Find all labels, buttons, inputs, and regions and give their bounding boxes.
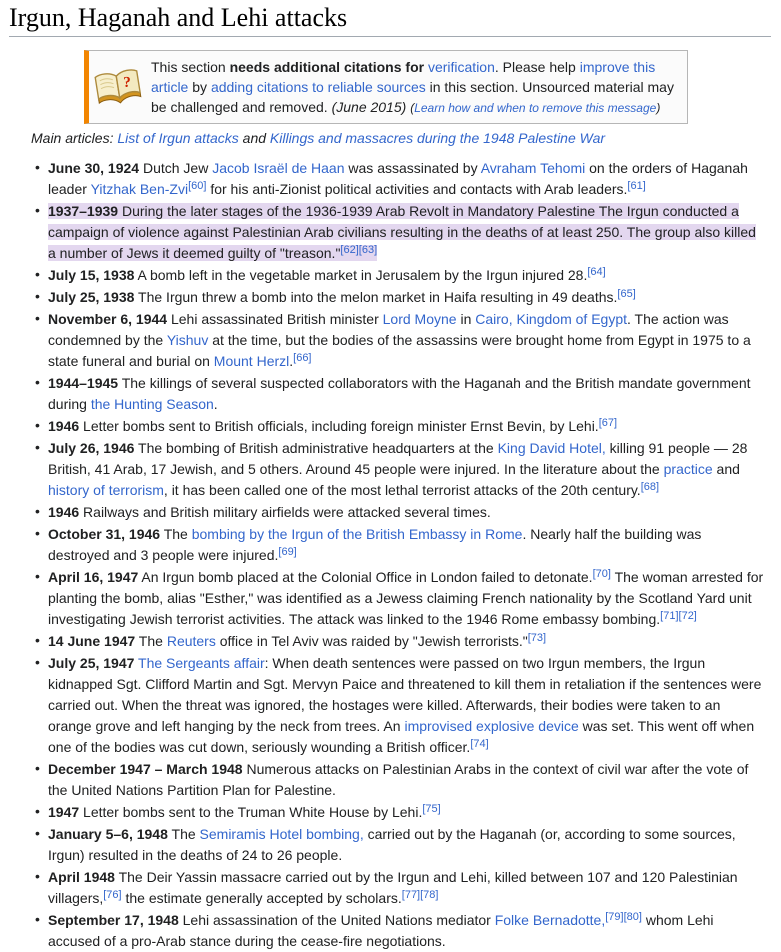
reference-link[interactable] bbox=[420, 889, 438, 901]
text-run: was set. This went off when one of the bodies was cut down, seriously wounding a British officer. bbox=[48, 718, 755, 756]
reference-link[interactable] bbox=[641, 481, 659, 493]
reference-anchor[interactable]: [68] bbox=[640, 481, 660, 494]
event-list-item bbox=[34, 802, 766, 823]
wiki-link[interactable]: improvised explosive device bbox=[404, 718, 579, 735]
reference-anchor[interactable]: [74] bbox=[470, 738, 489, 751]
event-list-item bbox=[34, 759, 766, 801]
wiki-link[interactable]: List of Irgun attacks bbox=[117, 130, 239, 147]
text-run: The killings of several suspected collaborators with the Haganah and the British mandate government during bbox=[48, 375, 751, 413]
wiki-link[interactable]: Mount Herzl bbox=[213, 353, 290, 370]
hatnote-main-articles bbox=[9, 128, 771, 149]
wiki-link[interactable]: The Sergeants affair bbox=[138, 655, 265, 672]
event-list-item bbox=[34, 910, 766, 952]
wiki-link[interactable]: Learn how and when to remove this message bbox=[414, 100, 657, 115]
text-run: Letter bombs sent to the Truman White House by Lehi. bbox=[79, 804, 423, 821]
wiki-link[interactable]: Semiramis Hotel bombing, bbox=[199, 826, 364, 843]
reference-link[interactable] bbox=[679, 610, 697, 622]
event-list-item bbox=[34, 373, 766, 415]
text-run: needs additional citations for bbox=[229, 58, 425, 75]
text-run: ( bbox=[410, 100, 415, 115]
text-run: Railways and British military airfields were attacked several times. bbox=[79, 504, 491, 521]
wiki-link[interactable]: improve this article bbox=[151, 58, 656, 95]
wiki-link[interactable]: Cairo, Kingdom of Egypt bbox=[475, 311, 627, 328]
text-run: by bbox=[188, 78, 211, 95]
text-run: Lehi assassinated British minister bbox=[167, 311, 383, 328]
wiki-link[interactable]: Killings and massacres during the 1948 Palestine War bbox=[269, 130, 606, 147]
text-run: for his anti-Zionist political activities and contacts with Arab leaders. bbox=[206, 181, 628, 198]
text-run: 1946 bbox=[48, 504, 80, 521]
wiki-link[interactable]: Yishuv bbox=[166, 332, 209, 349]
event-list-item bbox=[34, 201, 766, 264]
question-book-icon bbox=[93, 67, 143, 107]
text-run: 1947 bbox=[48, 804, 80, 821]
reference-anchor[interactable]: [67] bbox=[598, 417, 618, 430]
event-list-item bbox=[34, 653, 766, 758]
text-run: 1937–1939 bbox=[48, 203, 119, 220]
wiki-link[interactable]: the Hunting Season bbox=[90, 396, 214, 413]
text-run: : When death sentences were passed on two Irgun members, the Irgun kidnapped Sgt. Clifford Martin and Sgt. Mervyn Paice and threatened to kill them in retaliation if the sentences were carried out. When the threat was ignored, the hostages were killed. Afterwards, their bodies were taken to an orange grove and left hanging by the neck from trees. An bbox=[48, 655, 762, 735]
highlighted-passage bbox=[48, 203, 756, 261]
text-run: Lehi assassination of the United Nations mediator bbox=[178, 912, 495, 929]
wiki-link[interactable]: Folke Bernadotte, bbox=[494, 912, 606, 929]
event-list-item bbox=[34, 567, 766, 630]
text-run: December 1947 – March 1948 bbox=[48, 761, 243, 778]
reference-anchor[interactable]: [79] bbox=[605, 911, 624, 924]
reference-link[interactable] bbox=[340, 244, 358, 256]
text-run: . Please help bbox=[494, 58, 580, 75]
event-list-item bbox=[34, 438, 766, 501]
text-run: The woman arrested for planting the bomb, alias "Esther," was identified as a Jewess claiming French nationality by the Scotland Yard unit investigating Jewish terrorist activities. The attack was linked to the 1946 Rome embassy bombing. bbox=[48, 569, 764, 628]
text-run: in this section. Unsourced material may be challenged and removed. bbox=[151, 78, 674, 115]
text-run: on the orders of Haganah leader bbox=[48, 160, 748, 198]
text-run: . The action was condemned by the bbox=[48, 311, 729, 349]
reference-link[interactable] bbox=[660, 610, 678, 622]
text-run: November 6, 1944 bbox=[48, 311, 168, 328]
text-run: September 17, 1948 bbox=[48, 912, 179, 929]
reference-link[interactable] bbox=[528, 632, 546, 644]
reference-link[interactable] bbox=[624, 911, 642, 923]
reference-link[interactable] bbox=[587, 266, 605, 278]
text-run: July 26, 1946 bbox=[48, 440, 135, 457]
text-run: 1944–1945 bbox=[48, 375, 119, 392]
text-run: The bbox=[167, 826, 200, 843]
event-list-item bbox=[34, 631, 766, 652]
text-run: July 25, 1947 bbox=[48, 655, 135, 672]
event-list-item bbox=[34, 502, 766, 523]
reference-anchor[interactable]: [60] bbox=[188, 180, 207, 193]
event-list-item bbox=[34, 309, 766, 372]
reference-link[interactable] bbox=[593, 568, 611, 580]
text-run: October 31, 1946 bbox=[48, 526, 161, 543]
event-list-item bbox=[34, 524, 766, 566]
event-list-item bbox=[34, 265, 766, 286]
text-run: April 16, 1947 bbox=[48, 569, 139, 586]
reference-anchor[interactable]: [80] bbox=[623, 911, 642, 924]
reference-anchor[interactable]: [65] bbox=[617, 288, 636, 301]
reference-anchor[interactable]: [66] bbox=[293, 352, 312, 365]
text-run: killing 91 people — 28 British, 41 Arab, 17 Jewish, and 5 others. Around 45 people were injured. In the literature about the bbox=[48, 440, 748, 478]
text-run: July 25, 1938 bbox=[48, 289, 135, 306]
text-run: was assassinated by bbox=[344, 160, 481, 177]
text-run: and bbox=[712, 461, 740, 478]
text-run: The bbox=[135, 633, 167, 650]
text-run: . bbox=[289, 353, 294, 370]
text-run: This section bbox=[151, 58, 230, 75]
reference-link[interactable] bbox=[605, 911, 623, 923]
text-run: whom Lehi accused of a pro-Arab stance during the cease-fire negotiations. bbox=[48, 912, 714, 950]
wiki-link[interactable]: Yitzhak Ben-Zvi bbox=[90, 181, 189, 198]
reference-link[interactable] bbox=[402, 889, 420, 901]
reference-anchor[interactable]: [61] bbox=[627, 180, 646, 193]
text-run: . Nearly half the building was destroyed and 3 people were injured. bbox=[48, 526, 702, 564]
event-list-item bbox=[34, 416, 766, 437]
reference-link[interactable] bbox=[422, 803, 440, 815]
text-run: (June 2015) bbox=[331, 98, 407, 115]
wiki-link[interactable]: adding citations to reliable sources bbox=[210, 78, 426, 95]
wiki-link[interactable]: history of terrorism bbox=[48, 482, 164, 499]
wiki-link[interactable]: bombing by the Irgun of the British Embassy in Rome bbox=[191, 526, 523, 543]
text-run: and bbox=[238, 130, 270, 147]
reference-link[interactable] bbox=[359, 244, 377, 256]
reference-anchor[interactable]: [73] bbox=[527, 632, 547, 645]
text-run: July 15, 1938 bbox=[48, 267, 135, 284]
reference-anchor[interactable]: [78] bbox=[420, 889, 439, 902]
reference-anchor[interactable]: [63] bbox=[358, 244, 378, 257]
text-run: at the time, but the bodies of the assassins were brought home from Egypt in 1975 to a state funeral and burial on bbox=[48, 332, 751, 370]
reference-anchor[interactable]: [62] bbox=[340, 244, 359, 257]
event-list-item bbox=[34, 867, 766, 909]
text-run: 1946 bbox=[48, 418, 80, 435]
text-run: Main articles: bbox=[31, 130, 118, 147]
text-run: The bombing of British administrative headquarters at the bbox=[134, 440, 498, 457]
reference-anchor[interactable]: [69] bbox=[278, 546, 297, 559]
wiki-link[interactable]: Jacob Israël de Haan bbox=[212, 160, 345, 177]
reference-anchor[interactable]: [75] bbox=[422, 803, 441, 816]
text-run: carried out by the Haganah (or, according to some sources, Irgun) resulted in the deaths of 24 to 26 people. bbox=[48, 826, 736, 864]
wiki-link[interactable]: verification bbox=[427, 58, 495, 75]
citation-needed-banner bbox=[84, 50, 688, 124]
reference-link[interactable] bbox=[293, 352, 311, 364]
text-run: . bbox=[213, 396, 218, 413]
reference-anchor[interactable]: [71] bbox=[660, 610, 679, 623]
text-run: June 30, 1924 bbox=[48, 160, 140, 177]
event-list-item bbox=[34, 287, 766, 308]
reference-link[interactable] bbox=[188, 180, 206, 192]
text-run: January 5–6, 1948 bbox=[48, 826, 168, 843]
text-run: During the later stages of the 1936-1939 Arab Revolt in Mandatory Palestine The Irgun conducted a campaign of violence against Palestinian Arab civilians resulting in the deaths of at least 250. The group also killed a number of Jews it deemed guilty of "treason." bbox=[48, 203, 756, 262]
text-run: The Irgun threw a bomb into the melon market in Haifa resulting in 49 deaths. bbox=[134, 289, 618, 306]
text-run: in bbox=[456, 311, 476, 328]
reference-anchor[interactable]: [64] bbox=[587, 266, 606, 279]
reference-link[interactable] bbox=[617, 288, 635, 300]
reference-link[interactable] bbox=[627, 180, 645, 192]
text-run: Dutch Jew bbox=[139, 160, 213, 177]
text-run: 14 June 1947 bbox=[48, 633, 136, 650]
reference-anchor[interactable]: [76] bbox=[103, 889, 122, 902]
text-run: A bomb left in the vegetable market in Jerusalem by the Irgun injured 28. bbox=[134, 267, 588, 284]
text-run: An Irgun bomb placed at the Colonial Office in London failed to detonate. bbox=[138, 569, 593, 586]
text-run: April 1948 bbox=[48, 869, 115, 886]
text-run: Numerous attacks on Palestinian Arabs in the context of civil war after the vote of the United Nations Partition Plan for Palestine. bbox=[48, 761, 749, 799]
attack-events-list bbox=[9, 158, 771, 952]
section-heading: Irgun, Haganah and Lehi attacks bbox=[9, 0, 771, 37]
reference-anchor[interactable]: [70] bbox=[592, 568, 611, 581]
text-run: The bbox=[160, 526, 192, 543]
reference-link[interactable] bbox=[103, 889, 121, 901]
svg-text:?: ? bbox=[123, 74, 131, 91]
text-run: ) bbox=[656, 100, 661, 115]
wiki-link[interactable]: Reuters bbox=[166, 633, 216, 650]
text-run: the estimate generally accepted by scholars. bbox=[121, 890, 402, 907]
text-run: , it has been called one of the most lethal terrorist attacks of the 20th century. bbox=[163, 482, 641, 499]
reference-anchor[interactable]: [77] bbox=[401, 889, 421, 902]
reference-anchor[interactable]: [72] bbox=[678, 610, 697, 623]
wiki-link[interactable]: Avraham Tehomi bbox=[480, 160, 586, 177]
wiki-link[interactable]: Lord Moyne bbox=[382, 311, 457, 328]
event-list-item bbox=[34, 158, 766, 200]
text-run: office in Tel Aviv was raided by "Jewish terrorists." bbox=[215, 633, 528, 650]
reference-link[interactable] bbox=[278, 546, 296, 558]
reference-link[interactable] bbox=[599, 417, 617, 429]
banner-message bbox=[151, 53, 679, 121]
text-run: The Deir Yassin massacre carried out by the Irgun and Lehi, killed between 107 and 120 Palestinian villagers, bbox=[48, 869, 738, 907]
event-list-item bbox=[34, 824, 766, 866]
wiki-link[interactable]: practice bbox=[663, 461, 713, 478]
text-run: Letter bombs sent to British officials, including foreign minister Ernst Bevin, by Lehi. bbox=[79, 418, 599, 435]
wiki-link[interactable]: King David Hotel, bbox=[497, 440, 606, 457]
reference-link[interactable] bbox=[470, 738, 488, 750]
